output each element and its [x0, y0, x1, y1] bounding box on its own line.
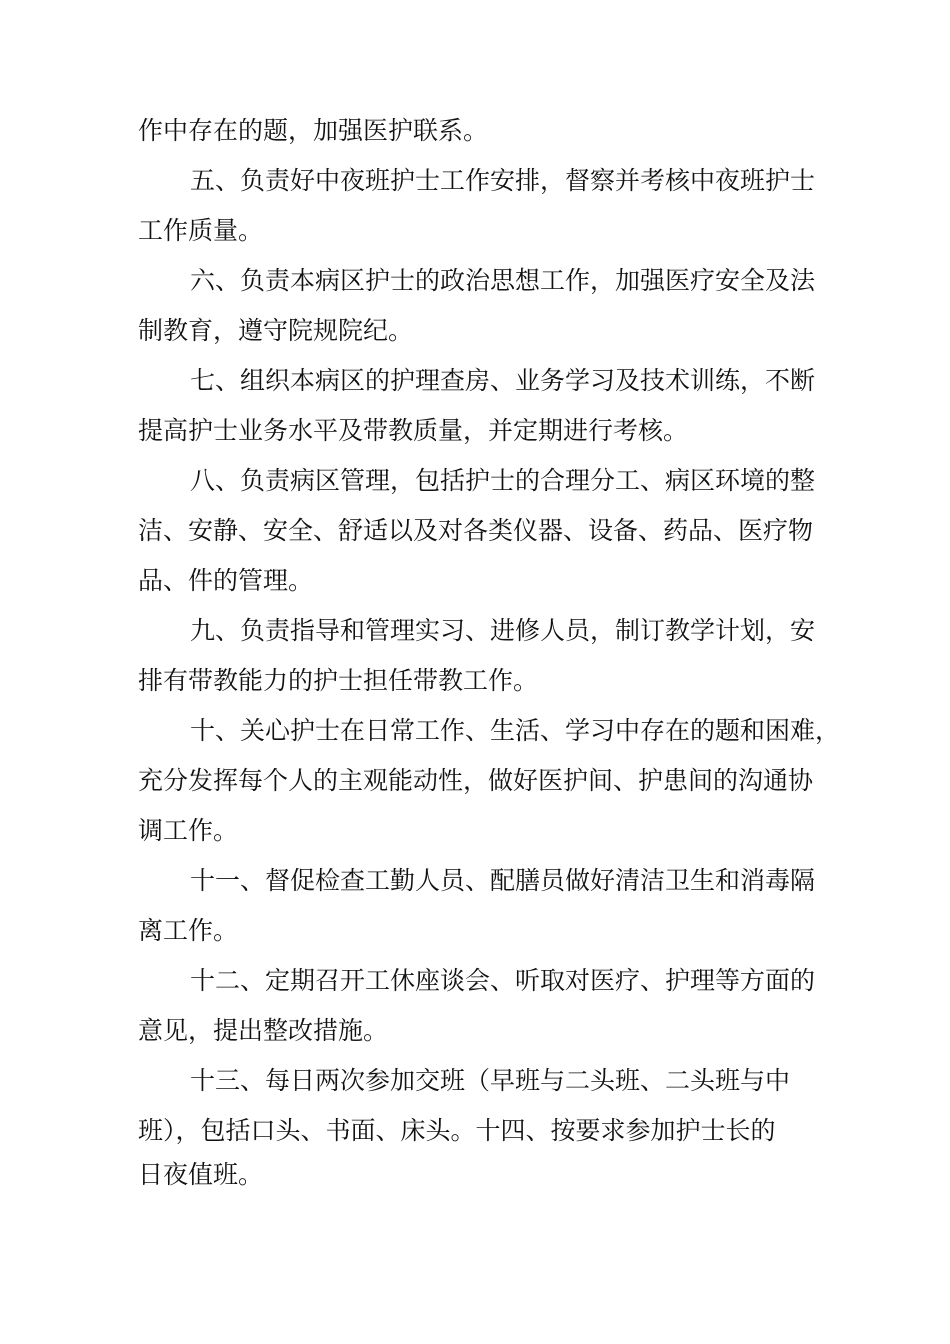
paragraph-10-line-1: 十、关心护士在日常工作、生活、学习中存在的题和困难， — [190, 716, 841, 745]
paragraph-14-line-1: 日夜值班。 — [138, 1160, 264, 1189]
paragraph-7-line-1: 七、组织本病区的护理查房、业务学习及技术训练，不断 — [190, 366, 816, 395]
paragraph-13-line-1: 十三、每日两次参加交班（早班与二头班、二头班与中 — [190, 1066, 791, 1095]
paragraph-11-line-2: 离工作。 — [138, 916, 239, 945]
paragraph-10-line-3: 调工作。 — [138, 816, 239, 845]
document-body — [138, 106, 841, 1194]
text-line: 作中存在的题，加强医护联系。 — [138, 116, 489, 145]
paragraph-5-line-1: 五、负责好中夜班护士工作安排，督察并考核中夜班护士 — [190, 166, 816, 195]
paragraph-6-line-1: 六、负责本病区护士的政治思想工作，加强医疗安全及法 — [190, 266, 816, 295]
paragraph-7-line-2: 提高护士业务水平及带教质量，并定期进行考核。 — [138, 416, 689, 445]
paragraph-13-line-2: 班），包括口头、书面、床头。十四、按要求参加护士长的 — [138, 1116, 776, 1145]
paragraph-9-line-2: 排有带教能力的护士担任带教工作。 — [138, 666, 539, 695]
paragraph-11-line-1: 十一、督促检查工勤人员、配膳员做好清洁卫生和消毒隔 — [190, 866, 816, 895]
paragraph-8-line-2: 洁、安静、安全、舒适以及对各类仪器、设备、药品、医疗物 — [138, 516, 814, 545]
paragraph-8-line-1: 八、负责病区管理，包括护士的合理分工、病区环境的整 — [190, 466, 816, 495]
paragraph-5-line-2: 工作质量。 — [138, 216, 264, 245]
paragraph-9-line-1: 九、负责指导和管理实习、进修人员，制订教学计划，安 — [190, 616, 816, 645]
paragraph-6-line-2: 制教育，遵守院规院纪。 — [138, 316, 414, 345]
paragraph-10-line-2: 充分发挥每个人的主观能动性，做好医护间、护患间的沟通协 — [138, 766, 814, 795]
paragraph-12-line-1: 十二、定期召开工休座谈会、听取对医疗、护理等方面的 — [190, 966, 816, 995]
paragraph-12-line-2: 意见，提出整改措施。 — [138, 1016, 389, 1045]
paragraph-8-line-3: 品、件的管理。 — [138, 566, 314, 595]
